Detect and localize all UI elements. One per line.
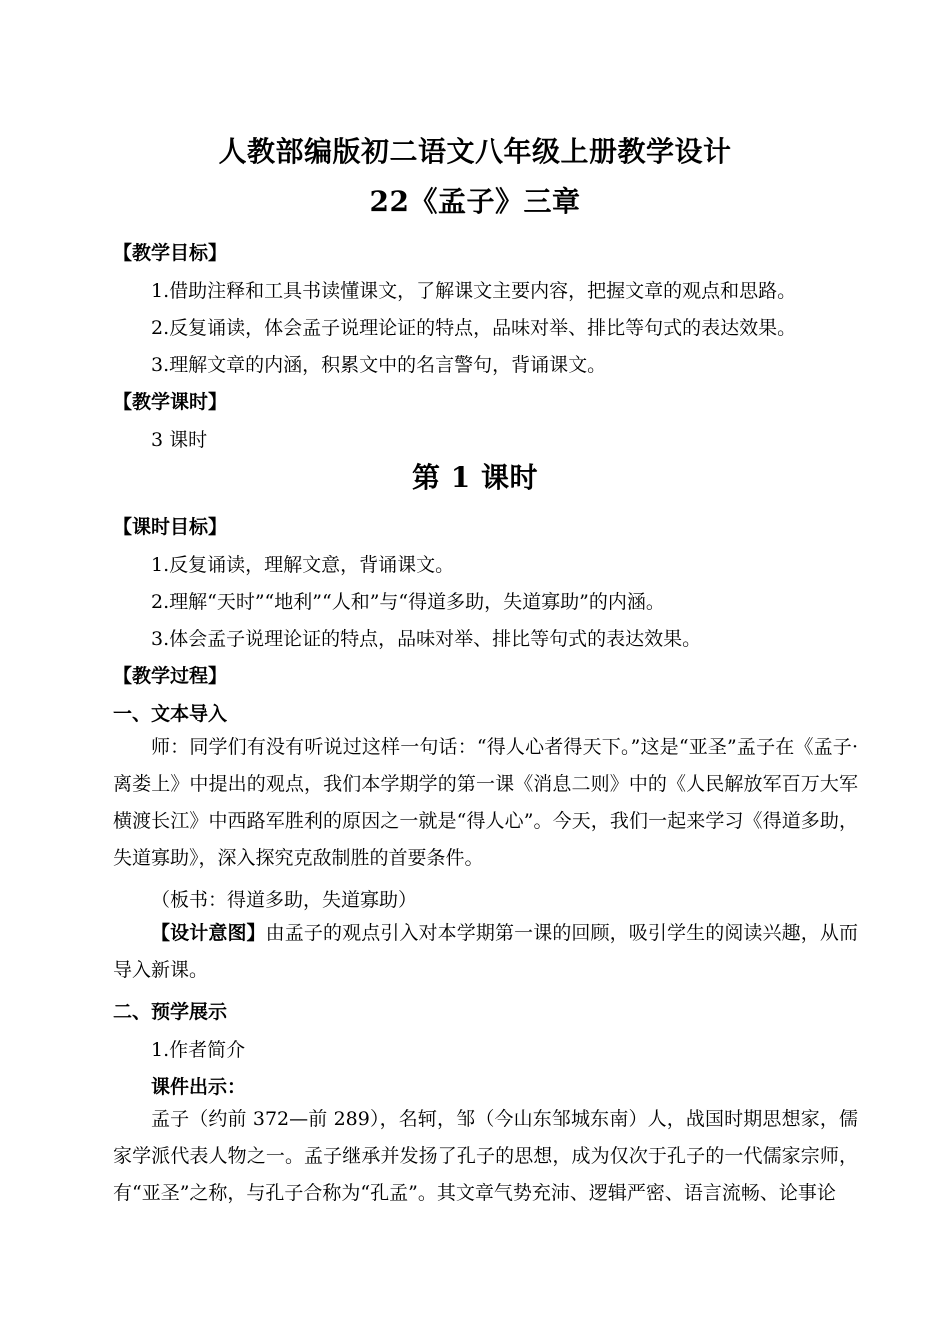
design-intent-paragraph bbox=[113, 915, 858, 989]
goal-item: 2.反复诵读，体会孟子说理论证的特点，品味对举、排比等句式的表达效果。 bbox=[151, 317, 797, 339]
courseware-label: 课件出示： bbox=[151, 1076, 247, 1098]
document-subtitle: 22《孟子》三章 bbox=[369, 185, 581, 218]
document-title: 人教部编版初二语文八年级上册教学设计 bbox=[218, 135, 732, 168]
process-heading: 【教学过程】 bbox=[113, 665, 228, 687]
lesson-title: 第 1 课时 bbox=[412, 461, 538, 494]
section-heading: 一、文本导入 bbox=[113, 703, 228, 725]
design-intent-label: 【设计意图】 bbox=[151, 922, 266, 944]
lesson-goal-item: 3.体会孟子说理论证的特点，品味对举、排比等句式的表达效果。 bbox=[151, 628, 702, 650]
period-value: 3 课时 bbox=[151, 429, 208, 451]
lesson-goals-heading: 【课时目标】 bbox=[113, 516, 228, 538]
lesson-goal-item: 2.理解“天时”“地利”“人和”与“得道多助，失道寡助”的内涵。 bbox=[151, 591, 665, 613]
author-paragraph: 孟子（约前 372—前 289），名轲，邹（今山东邹城东南）人，战国时期思想家，儒家学派代表人物之一。孟子继承并发扬了孔子的思想，成为仅次于孔子的一代儒家宗师，有“亚圣”之称，与孔子合称为“孔孟”。其文章气势充沛、逻辑严密、语言流畅、论事论 bbox=[113, 1108, 858, 1204]
author-intro-item: 1.作者简介 bbox=[151, 1039, 246, 1061]
period-heading: 【教学课时】 bbox=[113, 391, 228, 413]
goal-item: 1.借助注释和工具书读懂课文，了解课文主要内容，把握文章的观点和思路。 bbox=[151, 280, 797, 302]
section-heading: 二、预学展示 bbox=[113, 1001, 228, 1023]
lesson-goal-item: 1.反复诵读，理解文意，背诵课文。 bbox=[151, 554, 455, 576]
board-note: （板书：得道多助，失道寡助） bbox=[151, 889, 418, 911]
goal-item: 3.理解文章的内涵，积累文中的名言警句，背诵课文。 bbox=[151, 354, 607, 376]
design-intent-text: 由孟子的观点引入对本学期第一课的回顾，吸引学生的阅读兴趣，从而导入新课。 bbox=[113, 922, 858, 981]
teacher-paragraph: 师：同学们有没有听说过这样一句话：“得人心者得天下。”这是“亚圣”孟子在《孟子·离娄上》中提出的观点，我们本学期学的第一课《消息二则》中的《人民解放军百万大军横渡长江》中西路军胜利的原因之一就是“得人心”。今天，我们一起来学习《得道多助，失道寡助》，深入探究克敌制胜的首要条件。 bbox=[113, 736, 858, 869]
goals-heading: 【教学目标】 bbox=[113, 242, 228, 264]
